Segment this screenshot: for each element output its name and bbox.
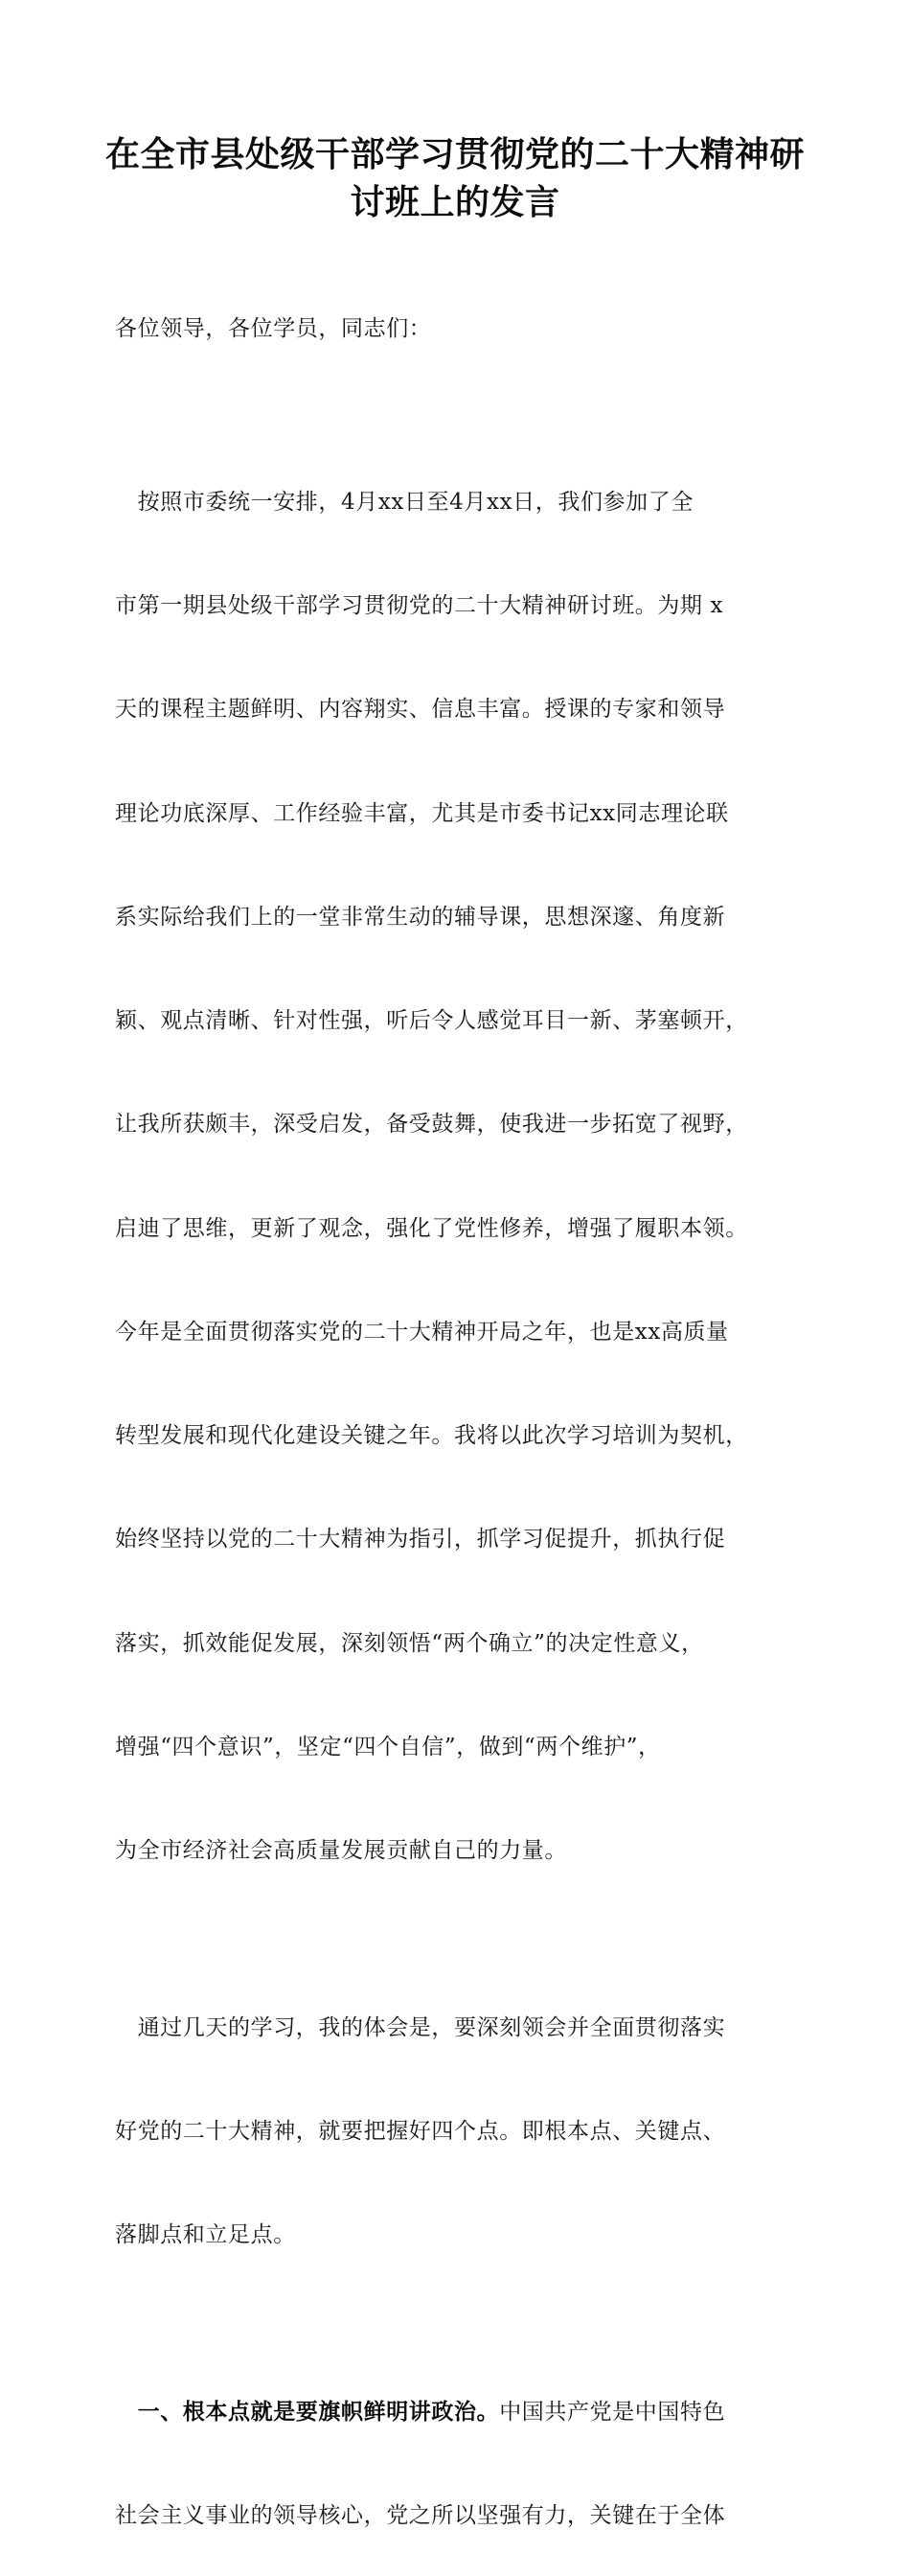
section-heading: 一、根本点就是要旗帜鲜明讲政治。 xyxy=(115,2399,500,2425)
paragraph-2 xyxy=(115,1942,797,2322)
paragraph-2-line: 通过几天的学习，我的体会是，要深刻领会并全面贯彻落实 xyxy=(115,2014,726,2040)
salutation xyxy=(115,242,797,415)
paragraph-3-text: 中国共产党是中国特色 xyxy=(499,2399,726,2425)
paragraph-1 xyxy=(115,415,797,1937)
paragraph-1-line: 落实，抓效能促发展，深刻领悟“两个确立”的决定性意义， xyxy=(115,1630,704,1656)
paragraph-1-line: 颖、观点清晰、针对性强，听后令人感觉耳目一新、茅塞顿开， xyxy=(115,1008,748,1034)
document-title xyxy=(105,130,805,226)
title-line-2: 讨班上的发言 xyxy=(350,182,560,222)
paragraph-1-line: 让我所获颇丰，深受启发，备受鼓舞，使我进一步拓宽了视野， xyxy=(115,1112,748,1138)
paragraph-1-line: 始终坚持以党的二十大精神为指引，抓学习促提升，抓执行促 xyxy=(115,1527,726,1552)
document-body xyxy=(115,242,797,2576)
paragraph-1-line: 转型发展和现代化建设关键之年。我将以此次学习培训为契机， xyxy=(115,1423,748,1449)
salutation-text: 各位领导，各位学员，同志们： xyxy=(115,316,432,342)
paragraph-1-line: 按照市委统一安排，4月xx日至4月xx日，我们参加了全 xyxy=(115,489,694,515)
paragraph-1-line: 增强“四个意识”，坚定“四个自信”，做到“两个维护”， xyxy=(115,1735,661,1760)
paragraph-1-line: 今年是全面贯彻落实党的二十大精神开局之年，也是xx高质量 xyxy=(115,1319,729,1345)
paragraph-2-line: 落脚点和立足点。 xyxy=(115,2222,296,2248)
paragraph-2-line: 好党的二十大精神，就要把握好四个点。即根本点、关键点、 xyxy=(115,2119,726,2145)
paragraph-3-line: 社会主义事业的领导核心，党之所以坚强有力，关键在于全体 xyxy=(115,2503,726,2529)
paragraph-1-line: 市第一期县处级干部学习贯彻党的二十大精神研讨班。为期 x xyxy=(115,592,724,618)
title-line-1: 在全市县处级干部学习贯彻党的二十大精神研 xyxy=(105,134,806,174)
paragraph-1-line: 启迪了思维，更新了观念，强化了党性修养，增强了履职本领。 xyxy=(115,1215,748,1241)
paragraph-1-line: 天的课程主题鲜明、内容翔实、信息丰富。授课的专家和领导 xyxy=(115,697,726,723)
paragraph-3 xyxy=(115,2326,797,2576)
paragraph-1-line: 为全市经济社会高质量发展贡献自己的力量。 xyxy=(115,1838,567,1864)
paragraph-3-line xyxy=(115,2395,797,2429)
paragraph-1-line: 理论功底深厚、工作经验丰富，尤其是市委书记xx同志理论联 xyxy=(115,800,729,826)
paragraph-1-line: 系实际给我们上的一堂非常生动的辅导课，思想深邃、角度新 xyxy=(115,904,726,930)
